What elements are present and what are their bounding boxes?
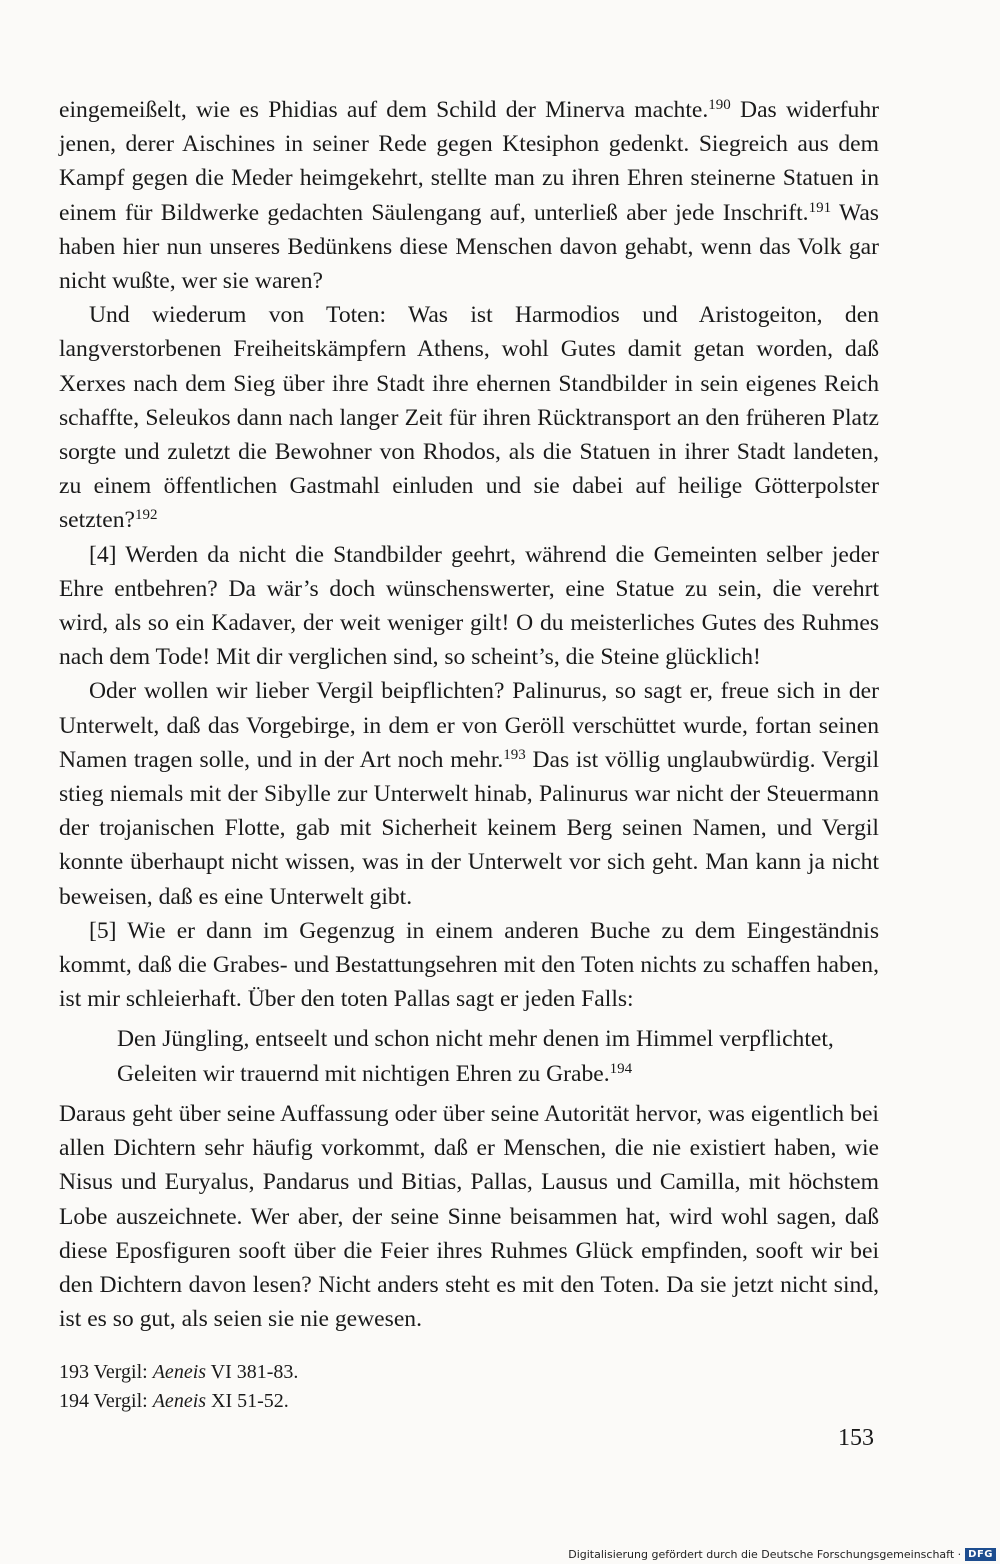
footnote-number: 194	[59, 1390, 89, 1412]
footnote-work: Aeneis	[152, 1390, 207, 1412]
verse-line-1: Den Jüngling, entseelt und schon nicht mehr denen im Himmel verpflichtet,	[117, 1026, 834, 1053]
verse-line-text: Geleiten wir trauernd mit nichtigen Ehren zu Grabe.	[117, 1060, 610, 1087]
footnote-ref: VI 381-83.	[210, 1361, 299, 1383]
footnote-ref-192[interactable]: 192	[134, 507, 158, 524]
paragraph-1	[59, 93, 879, 298]
footnotes	[59, 1358, 879, 1416]
footnote-193	[59, 1358, 879, 1387]
footnote-ref-194[interactable]: 194	[609, 1060, 633, 1077]
dfg-logo-icon: DFG	[965, 1548, 996, 1561]
page-number: 153	[838, 1425, 874, 1451]
paragraph-text: eingemeißelt, wie es Phidias auf dem Schild der Minerva machte.	[59, 97, 709, 123]
footnote-work: Aeneis	[152, 1361, 207, 1383]
paragraph-5	[59, 914, 879, 1017]
paragraph-text: Das widerfuhr jenen, derer Aischines in seiner Rede gegen Ktesiphon gedenkt. Siegreich aus dem Kampf gegen die Meder heimgekehrt, stellte man zu ihren Ehren steinerne Statuen in einem für Bildwerke gedachten Säulengang auf, unterließ aber jede Inschrift.	[59, 97, 879, 226]
verse-line-2	[117, 1057, 879, 1091]
paragraph-4	[59, 674, 879, 913]
verse-quote	[117, 1022, 879, 1090]
paragraph-text: [5] Wie er dann im Gegenzug in einem anderen Buche zu dem Eingeständnis kommt, daß die Grabes- und Bestattungsehren mit den Toten nichts zu schaffen haben, ist mir schleierhaft. Über den toten Pallas sagt er jeden Falls:	[59, 917, 879, 1013]
footnote-ref: XI 51-52.	[211, 1390, 289, 1412]
digitization-credit	[568, 1548, 996, 1561]
paragraph-text: Oder wollen wir lieber Vergil beipflichten? Palinurus, so sagt er, freue sich in der Unterwelt, daß das Vorgebirge, in dem er von Geröll verschüttet wurde, fortan seinen Namen tragen solle, und in der Art noch mehr.	[59, 678, 879, 773]
paragraph-6: Daraus geht über seine Auffassung oder über seine Autorität hervor, was eigentlich bei allen Dichtern sehr häufig vorkommt, daß er Menschen, die nie existiert haben, wie Nisus und Euryalus, Pandarus und Bitias, Pallas, Lausus und Camilla, mit höchstem Lobe auszeichnete. Wer aber, der seine Sinne beisammen hat, wird wohl sagen, daß diese Eposfiguren sooft über die Feier ihres Ruhmes Glück empfinden, sooft wir bei den Dichtern davon lesen? Nicht anders steht es mit den Toten. Da sie jetzt nicht sind, ist es so gut, als seien sie nie gewesen.	[59, 1100, 879, 1333]
paragraph-text: Das ist völlig unglaubwürdig. Vergil stieg niemals mit der Sibylle zur Unterwelt hinab, Palinurus war nicht der Steuermann der trojanischen Flotte, gab mit Sicherheit keinem Berg seinen Namen, und Vergil konnte überhaupt nicht wissen, was in der Unterwelt vor sich geht. Man kann ja nicht beweisen, daß es eine Unterwelt gibt.	[59, 746, 879, 910]
footnote-author: Vergil:	[93, 1390, 148, 1412]
credit-text: Digitalisierung gefördert durch die Deutsche Forschungsgemeinschaft ·	[568, 1548, 962, 1561]
main-text	[59, 93, 879, 1336]
paragraph-2	[59, 298, 879, 537]
paragraph-text: [4] Werden da nicht die Standbilder geehrt, während die Gemeinten selber jeder Ehre entbehren? Da wär’s doch wünschenswerter, eine Statue zu sein, die verehrt wird, als so ein Kadaver, der weit weniger gilt! O du meisterliches Gutes des Ruhmes nach dem Tode! Mit dir verglichen sind, so scheint’s, die Steine glücklich!	[59, 541, 879, 671]
footnote-ref-191[interactable]: 191	[808, 199, 832, 216]
footnote-author: Vergil:	[93, 1361, 148, 1383]
paragraph-text: Und wiederum von Toten: Was ist Harmodios und Aristogeiton, den langverstorbenen Freiheitskämpfern Athens, wohl Gutes damit getan worden, daß Xerxes nach dem Sieg über ihre Stadt ihre ehernen Standbilder in sein eigenes Reich schaffte, Seleukos dann nach langer Zeit für ihren Rücktransport an den früheren Platz sorgte und zuletzt die Bewohner von Rhodos, als die Statuen in ihrer Stadt landeten, zu einem öffentlichen Gastmahl einluden und sie dabei auf heilige Götterpolster setzten?	[59, 302, 879, 534]
footnote-number: 193	[59, 1361, 89, 1383]
footnote-194	[59, 1387, 879, 1416]
footnote-ref-190[interactable]: 190	[708, 97, 731, 113]
footnote-ref-193[interactable]: 193	[503, 746, 526, 763]
paragraph-3	[59, 538, 879, 675]
paragraph-text: Was haben hier nun unseres Bedünkens diese Menschen davon gehabt, wenn das Volk gar nicht wußte, wer sie waren?	[59, 199, 879, 295]
